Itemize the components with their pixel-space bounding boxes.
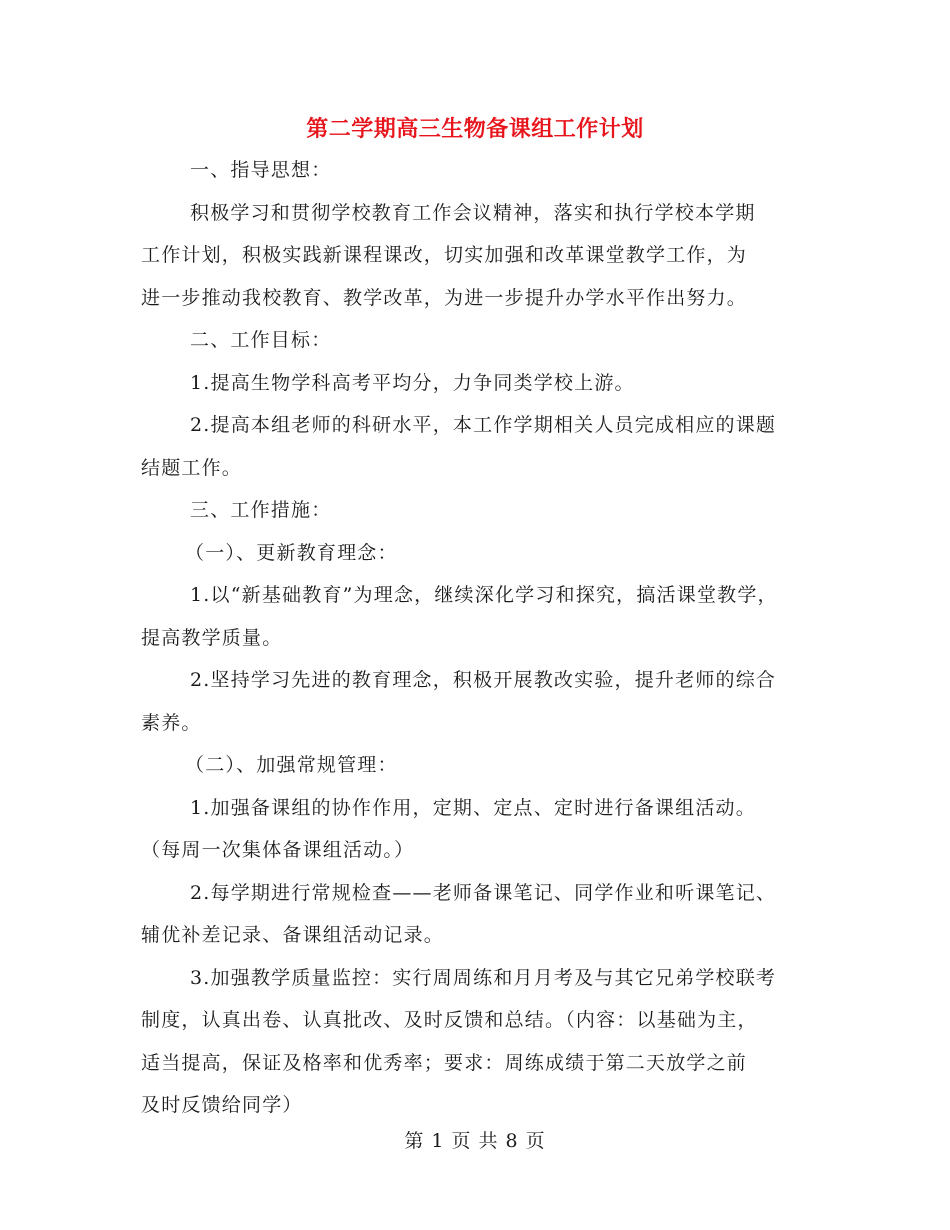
paragraph-line: 进一步推动我校教育、教学改革，为进一步提升办学水平作出努力。 [141, 287, 748, 309]
section-heading-work-measures: 三、工作措施： [190, 499, 332, 521]
document-title: 第二学期高三生物备课组工作计划 [306, 116, 644, 142]
paragraph-line: 2.每学期进行常规检查——老师备课笔记、同学作业和听课笔记、 [190, 882, 777, 904]
section-heading-work-goals: 二、工作目标： [190, 329, 332, 351]
paragraph-line: 素养。 [141, 712, 202, 734]
paragraph-line: 1.提高生物学科高考平均分，力争同类学校上游。 [190, 372, 635, 394]
page-footer: 第 1 页 共 8 页 [404, 1130, 546, 1152]
paragraph-line: 适当提高，保证及格率和优秀率；要求：周练成绩于第二天放学之前 [141, 1052, 748, 1074]
paragraph-line: 1.加强备课组的协作作用，定期、定点、定时进行备课组活动。 [190, 797, 756, 819]
paragraph-line: 3.加强教学质量监控：实行周周练和月月考及与其它兄弟学校联考 [190, 967, 777, 989]
paragraph-line: 工作计划，积极实践新课程课改，切实加强和改革课堂教学工作，为 [141, 244, 748, 266]
subsection-heading-routine-management: （二）、加强常规管理： [185, 754, 398, 776]
paragraph-line: （每周一次集体备课组活动。） [141, 839, 415, 861]
paragraph-line: 1.以“新基础教育”为理念，继续深化学习和探究，搞活课堂教学， [190, 584, 778, 606]
paragraph-line: 辅优补差记录、备课组活动记录。 [141, 924, 445, 946]
paragraph-line: 结题工作。 [141, 457, 243, 479]
paragraph-line: 及时反馈给同学） [141, 1094, 303, 1116]
paragraph-line: 制度，认真出卷、认真批改、及时反馈和总结。（内容：以基础为主， [141, 1009, 758, 1031]
subsection-heading-education-concept: （一）、更新教育理念： [185, 542, 398, 564]
paragraph-line: 提高教学质量。 [141, 627, 283, 649]
paragraph-line: 积极学习和贯彻学校教育工作会议精神，落实和执行学校本学期 [190, 202, 756, 224]
section-heading-guiding-ideology: 一、指导思想： [190, 159, 332, 181]
paragraph-line: 2.提高本组老师的科研水平，本工作学期相关人员完成相应的课题 [190, 414, 777, 436]
paragraph-line: 2.坚持学习先进的教育理念，积极开展教改实验，提升老师的综合 [190, 669, 777, 691]
